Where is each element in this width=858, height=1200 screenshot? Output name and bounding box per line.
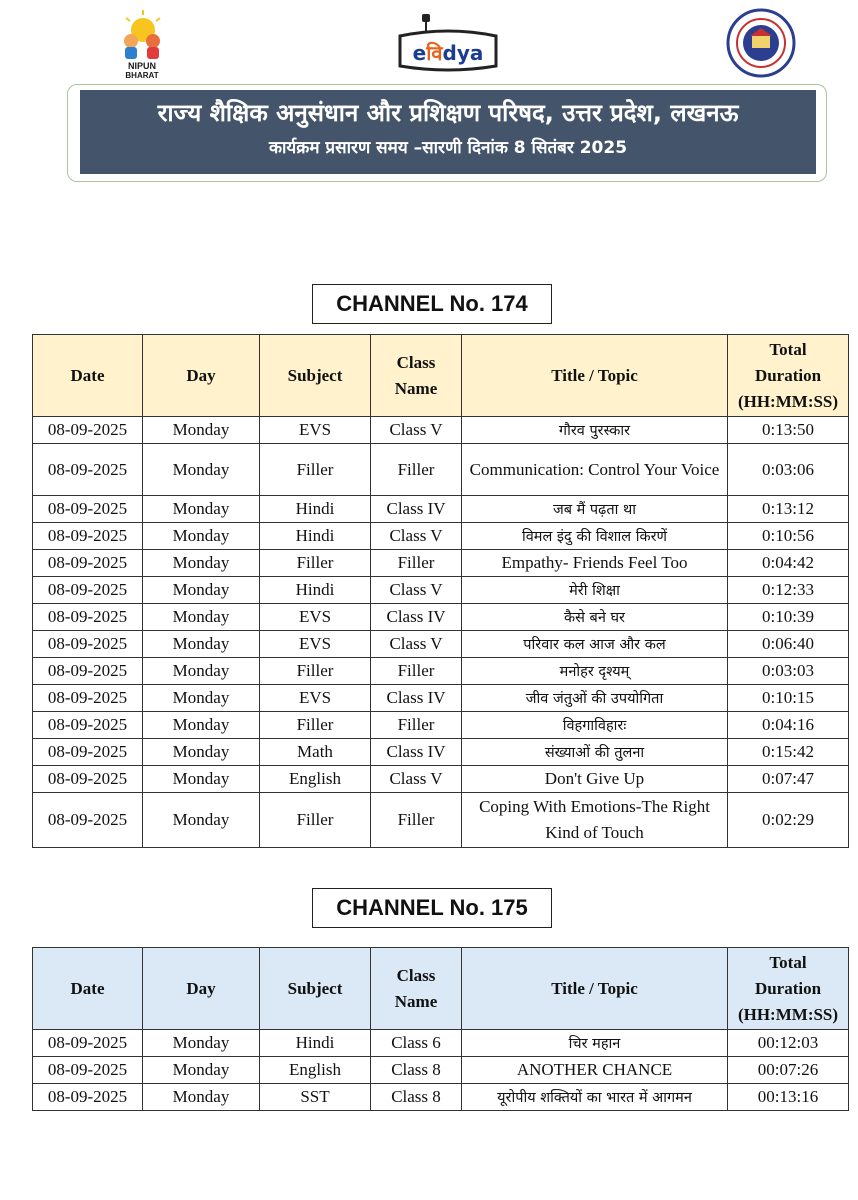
cell-day: Monday [143,523,260,550]
header-total-duration: Total Duration (HH:MM:SS) [728,948,849,1030]
header-total-duration: Total Duration (HH:MM:SS) [728,335,849,417]
cell-subject: Hindi [260,523,371,550]
cell-duration: 00:13:16 [728,1084,849,1111]
cell-date: 08-09-2025 [33,577,143,604]
cell-duration: 0:03:03 [728,658,849,685]
cell-class: Class 8 [371,1084,462,1111]
table-row [33,658,849,685]
cell-duration: 0:12:33 [728,577,849,604]
table-row [33,766,849,793]
cell-class: Filler [371,444,462,496]
cell-subject: Filler [260,658,371,685]
cell-class: Filler [371,712,462,739]
cell-subject: Hindi [260,496,371,523]
cell-subject: Hindi [260,1030,371,1057]
cell-duration: 0:10:15 [728,685,849,712]
table-row [33,685,849,712]
cell-title: Coping With Emotions-The Right Kind of Touch [462,793,728,848]
cell-title: ANOTHER CHANCE [462,1057,728,1084]
cell-class: Class IV [371,739,462,766]
cell-day: Monday [143,1084,260,1111]
cell-day: Monday [143,1057,260,1084]
cell-subject: EVS [260,631,371,658]
header-banner [80,90,816,174]
cell-day: Monday [143,739,260,766]
cell-day: Monday [143,550,260,577]
header-date: Date [33,948,143,1030]
cell-subject: English [260,766,371,793]
cell-class: Class V [371,577,462,604]
cell-title: जीव जंतुओं की उपयोगिता [462,685,728,712]
cell-title: चिर महान [462,1030,728,1057]
cell-day: Monday [143,1030,260,1057]
e-vidya-logo [392,10,504,76]
cell-class: Class V [371,631,462,658]
cell-subject: Filler [260,444,371,496]
cell-subject: Math [260,739,371,766]
cell-day: Monday [143,444,260,496]
cell-duration: 00:07:26 [728,1057,849,1084]
cell-day: Monday [143,712,260,739]
channel-174-label: CHANNEL No. 174 [312,284,552,324]
header-day: Day [143,335,260,417]
svg-text:eविdya: eविdya [412,41,484,65]
cell-duration: 0:04:16 [728,712,849,739]
cell-day: Monday [143,577,260,604]
cell-class: Class V [371,417,462,444]
table-row [33,444,849,496]
header-subject: Subject [260,335,371,417]
cell-class: Class V [371,523,462,550]
cell-subject: Hindi [260,577,371,604]
scert-emblem [716,8,806,78]
cell-day: Monday [143,685,260,712]
nipun-bharat-logo [98,8,188,80]
channel-175-table [32,947,849,1111]
cell-day: Monday [143,766,260,793]
cell-date: 08-09-2025 [33,685,143,712]
cell-duration: 0:03:06 [728,444,849,496]
cell-title: Communication: Control Your Voice [462,444,728,496]
table-row [33,417,849,444]
cell-day: Monday [143,793,260,848]
header-day: Day [143,948,260,1030]
table-header-row [33,335,849,417]
nipun-logo-text: NIPUN [127,61,157,71]
cell-duration: 0:15:42 [728,739,849,766]
cell-day: Monday [143,631,260,658]
cell-title: कैसे बने घर [462,604,728,631]
cell-date: 08-09-2025 [33,523,143,550]
cell-title: Don't Give Up [462,766,728,793]
table-row [33,712,849,739]
header-title-topic: Title / Topic [462,948,728,1030]
table-row [33,1057,849,1084]
cell-duration: 0:13:12 [728,496,849,523]
cell-date: 08-09-2025 [33,712,143,739]
cell-duration: 0:04:42 [728,550,849,577]
cell-duration: 0:07:47 [728,766,849,793]
cell-date: 08-09-2025 [33,604,143,631]
cell-date: 08-09-2025 [33,1030,143,1057]
header-class-name: Class Name [371,335,462,417]
cell-subject: SST [260,1084,371,1111]
cell-class: Class IV [371,685,462,712]
cell-date: 08-09-2025 [33,1057,143,1084]
table-row [33,1084,849,1111]
cell-subject: EVS [260,604,371,631]
cell-subject: Filler [260,550,371,577]
cell-title: गौरव पुरस्कार [462,417,728,444]
cell-duration: 0:10:39 [728,604,849,631]
header-subject: Subject [260,948,371,1030]
cell-subject: EVS [260,685,371,712]
cell-title: विमल इंदु की विशाल किरणें [462,523,728,550]
cell-date: 08-09-2025 [33,1084,143,1111]
cell-class: Class 8 [371,1057,462,1084]
table-row [33,496,849,523]
cell-title: जब मैं पढ़ता था [462,496,728,523]
cell-date: 08-09-2025 [33,658,143,685]
svg-text:BHARAT: BHARAT [125,71,159,80]
cell-title: परिवार कल आज और कल [462,631,728,658]
table-row [33,550,849,577]
cell-duration: 0:02:29 [728,793,849,848]
cell-class: Class 6 [371,1030,462,1057]
table-row [33,604,849,631]
header-date: Date [33,335,143,417]
cell-title: Empathy- Friends Feel Too [462,550,728,577]
cell-date: 08-09-2025 [33,766,143,793]
cell-date: 08-09-2025 [33,417,143,444]
table-row [33,739,849,766]
table-row [33,577,849,604]
cell-class: Class V [371,766,462,793]
cell-duration: 0:13:50 [728,417,849,444]
cell-day: Monday [143,417,260,444]
cell-subject: Filler [260,712,371,739]
cell-duration: 0:10:56 [728,523,849,550]
cell-title: संख्याओं की तुलना [462,739,728,766]
banner-subtitle: कार्यक्रम प्रसारण समय –सारणी दिनांक 8 सितंबर 2025 [268,138,628,158]
channel-174-table [32,334,849,848]
cell-title: मनोहर दृश्यम् [462,658,728,685]
header-title-topic: Title / Topic [462,335,728,417]
cell-date: 08-09-2025 [33,496,143,523]
cell-subject: English [260,1057,371,1084]
banner-title: राज्य शैक्षिक अनुसंधान और प्रशिक्षण परिषद, उत्तर प्रदेश, लखनऊ [157,99,739,127]
cell-title: विहगाविहारः [462,712,728,739]
table-header-row [33,948,849,1030]
cell-subject: Filler [260,793,371,848]
cell-duration: 00:12:03 [728,1030,849,1057]
cell-day: Monday [143,658,260,685]
cell-date: 08-09-2025 [33,793,143,848]
cell-class: Filler [371,658,462,685]
cell-title: यूरोपीय शक्तियों का भारत में आगमन [462,1084,728,1111]
table-row [33,793,849,848]
cell-subject: EVS [260,417,371,444]
cell-day: Monday [143,496,260,523]
table-row [33,1030,849,1057]
cell-class: Filler [371,793,462,848]
channel-175-label: CHANNEL No. 175 [312,888,552,928]
cell-class: Filler [371,550,462,577]
cell-date: 08-09-2025 [33,739,143,766]
cell-day: Monday [143,604,260,631]
cell-date: 08-09-2025 [33,550,143,577]
cell-title: मेरी शिक्षा [462,577,728,604]
cell-duration: 0:06:40 [728,631,849,658]
table-row [33,523,849,550]
cell-date: 08-09-2025 [33,631,143,658]
cell-class: Class IV [371,496,462,523]
cell-class: Class IV [371,604,462,631]
table-row [33,631,849,658]
header-class-name: Class Name [371,948,462,1030]
cell-date: 08-09-2025 [33,444,143,496]
